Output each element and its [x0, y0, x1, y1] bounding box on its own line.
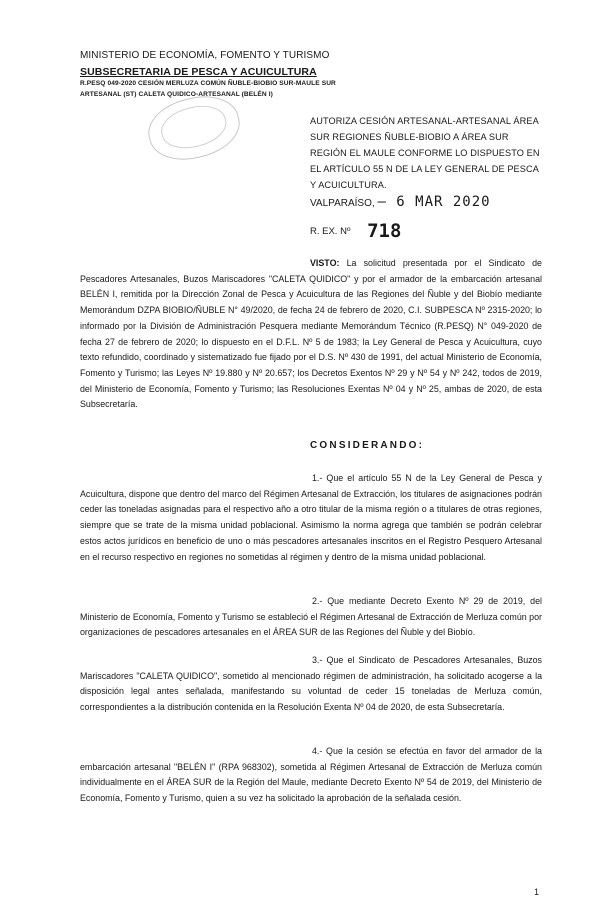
date-city: VALPARAÍSO,: [310, 198, 375, 209]
considerando-paragraph-3: 3.- Que el Sindicato de Pescadores Artesanales, Buzos Mariscadores "CALETA QUIDICO", sometido al mencionado régimen de administración, ha solicitado acogerse a la disposición legal antes señalada, manifestando su voluntad de ceder 15 toneladas de Merluza común, correspondientes a la distribución contenida en la Resolución Exenta Nº 04 de 2020, de esta Subsecretaría.: [80, 655, 542, 713]
visto-text: La solicitud presentada por el Sindicato de Pescadores Artesanales, Buzos Mariscadores "CALETA QUIDICO" y por el armador de la embarcación artesanal BELÉN I, remitida por la Dirección Zonal de Pesca y Acuicultura de las Regiones del Ñuble y del Biobío mediante Memorándum DZPA BIOBIO/ÑUBLE N° 49/2020, de fecha 24 de febrero de 2020, C.I. SUBPESCA Nº 2315-2020; lo informado por la División de Administración Pesquera mediante Memorándum Técnico (R.PESQ) N° 049-2020 de fecha 27 de febrero de 2020; lo dispuesto en el D.F.L. Nº 5 de 1983; la Ley General de Pesca y Acuicultura, cuyo texto refundido, coordinado y sistematizado fue fijado por el D.S. Nº 430 de 1991, del actual Ministerio de Economía, Fomento y Turismo; las Leyes Nº 19.880 y Nº 20.657; los Decretos Exentos Nº 29 y Nº 54 y Nº 242, todos de 2019, del Ministerio de Economía, Fomento y Turismo; las Resoluciones Exentas Nº 04 y Nº 25, ambas de 2020, de esta Subsecretaría.: [80, 258, 542, 410]
official-stamp-icon: [142, 88, 246, 168]
visto-label: VISTO:: [310, 258, 340, 268]
subsecretaria-name: SUBSECRETARIA DE PESCA Y ACUICULTURA: [80, 66, 317, 78]
page-number: 1: [534, 887, 540, 897]
reference-line-2: ARTESANAL (ST) CALETA QUIDICO-ARTESANAL (BELÉN I): [80, 91, 273, 98]
considerando-paragraph-1: 1.- Que el artículo 55 N de la Ley General de Pesca y Acuicultura, dispone que dentro del marco del Régimen Artesanal de Extracción, los titulares de asignaciones podrán ceder las toneladas asignadas para el respectivo año a otro titular de la misma región o a titulares de otras regiones, siempre que se trate de la misma unidad poblacional. Asimismo la norma agrega que también se podrán celebrar estos actos jurídicos en beneficio de uno o más pescadores artesanales inscritos en el Registro Pesquero Artesanal en el recurso respectivo en regiones no sometidas al régimen y dentro de la misma unidad poblacional.: [80, 473, 542, 562]
considerando-paragraph-2: 2.- Que mediante Decreto Exento Nº 29 de 2019, del Ministerio de Economía, Fomento y Turismo se estableció el Régimen Artesanal de Extracción de Merluza común por organizaciones de pescadores artesanales en el ÁREA SUR de las Regiones del Ñuble y del Biobío.: [80, 596, 542, 638]
resolution-date: [310, 194, 491, 210]
stamp-inner-ring: [157, 100, 231, 155]
considerando-heading: CONSIDERANDO:: [310, 440, 425, 451]
resolution-number-value: 718: [367, 220, 402, 242]
resolution-label: R. EX. Nº: [310, 226, 351, 237]
visto-paragraph: [80, 256, 542, 413]
ministry-name: MINISTERIO DE ECONOMÍA, FOMENTO Y TURISMO: [80, 50, 330, 61]
reference-line-1: R.PESQ 049-2020 CESIÓN MERLUZA COMÚN ÑUBLE-BIOBIO SUR-MAULE SUR: [80, 80, 336, 87]
considerando-paragraph-4: 4.- Que la cesión se efectúa en favor del armador de la embarcación artesanal "BELÉN I" (RPA 968302), sometida al Régimen Artesanal de Extracción de Merluza común individualmente en el ÁREA SUR de la Región del Maule, mediante Decreto Exento Nº 54 de 2019, del Ministerio de Economía, Fomento y Turismo, quien a su vez ha solicitado la aprobación de la señalada cesión.: [80, 746, 542, 804]
resolution-number: [310, 220, 401, 242]
resolution-title: AUTORIZA CESIÓN ARTESANAL-ARTESANAL ÁREA SUR REGIONES ÑUBLE-BIOBIO A ÁREA SUR REGIÓN EL MAULE CONFORME LO DISPUESTO EN EL ARTÍCULO 55 N DE LA LEY GENERAL DE PESCA Y ACUICULTURA.: [310, 116, 540, 190]
date-value: – 6 MAR 2020: [377, 194, 491, 210]
